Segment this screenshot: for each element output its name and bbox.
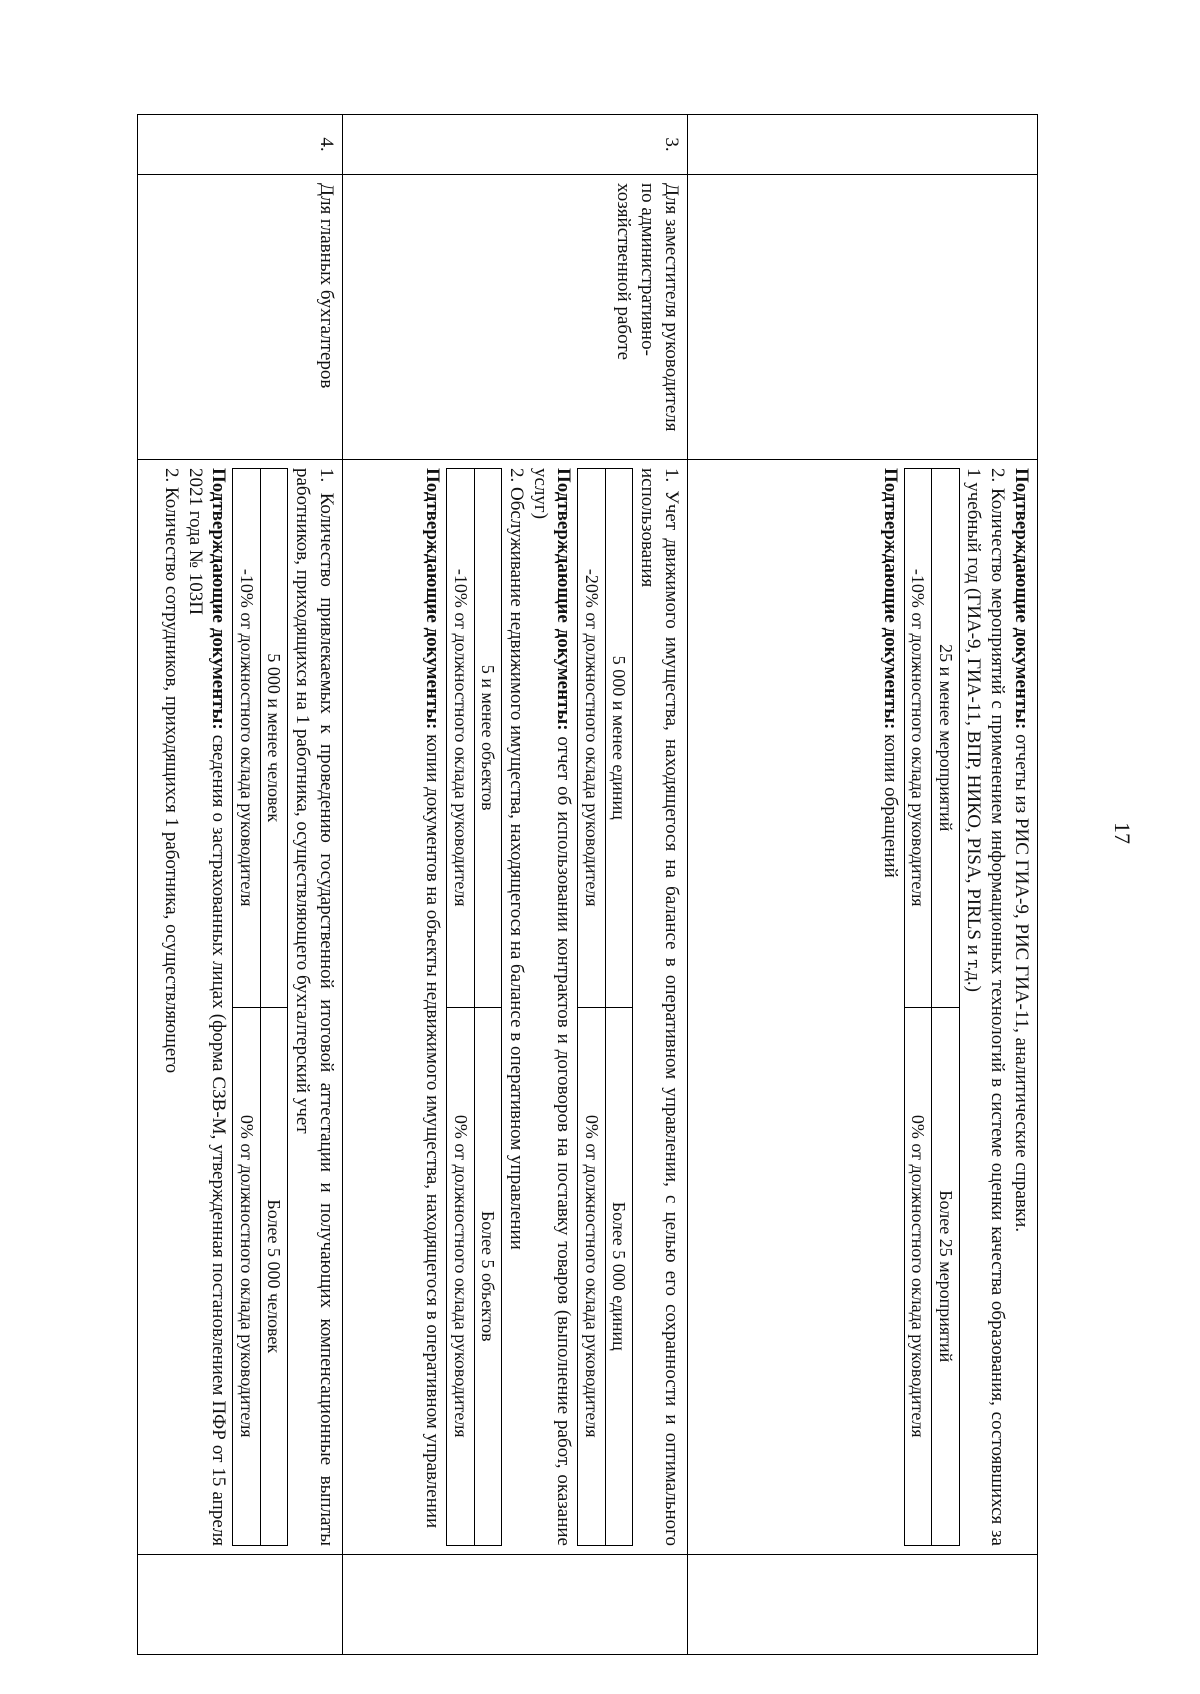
confirming-documents <box>528 468 576 1546</box>
row-number <box>688 115 1038 175</box>
confirming-documents <box>183 468 231 1546</box>
row-number: 3. <box>343 115 688 175</box>
threshold-low: 5 000 и менее единиц <box>606 469 634 1008</box>
threshold-low: 5 и менее объектов <box>474 469 502 1008</box>
row-extra-cell <box>138 1555 343 1655</box>
threshold-table <box>446 468 502 1546</box>
row-category: Для заместителя руководителя по административно-хозяйственной работе <box>343 175 688 460</box>
confirming-documents-text: отчет об использовании контрактов и договоров на поставку товаров (выполнение работ, оказание услуг) <box>529 468 575 1546</box>
confirming-documents-label: Подтверждающие документы: <box>208 468 230 730</box>
confirming-documents-text: копии документов на объекты недвижимого имущества, находящегося в оперативном управлении <box>422 729 444 1529</box>
threshold-high: Более 5 объектов <box>474 1007 502 1546</box>
reduction-low: -10% от должностного оклада руководителя <box>447 469 475 1008</box>
table-row <box>343 115 688 1655</box>
criteria-cell <box>688 460 1038 1555</box>
threshold-table <box>233 468 289 1546</box>
criterion-text: 2. Количество мероприятий с применением информационных технологий в системе оценки качества образования, состоявшихся за 1 учебный год (ГИА-9, ГИА-11, ВПР, НИКО, PISA, PIRLS и т.д.) <box>963 468 1009 1546</box>
criterion-text: 1. Учет движимого имущества, находящегося на балансе в оперативном управлении, с целью его сохранности и оптимального использования <box>637 468 682 1546</box>
reduction-high: 0% от должностного оклада руководителя <box>904 1007 932 1546</box>
confirming-documents <box>421 468 445 1546</box>
criteria-table <box>137 114 1038 1655</box>
table-row <box>138 115 343 1655</box>
threshold-low: 5 000 и менее человек <box>261 469 289 1008</box>
reduction-high: 0% от должностного оклада руководителя <box>233 1007 261 1546</box>
reduction-low: -10% от должностного оклада руководителя <box>233 469 261 1008</box>
criteria-cell <box>343 460 688 1555</box>
criterion-text: 2. Обслуживание недвижимого имущества, находящегося на балансе в оперативном управлении <box>506 468 527 1250</box>
threshold-high: Более 25 мероприятий <box>932 1007 960 1546</box>
threshold-high: Более 5 000 единиц <box>606 1007 634 1546</box>
criterion-text: 2. Количество сотрудников, приходящихся 1 работника, осуществляющего <box>161 468 182 1074</box>
threshold-table <box>904 468 960 1546</box>
confirming-documents-text: сведения о застрахованных лицах (форма СЗВ-М, утвержденная постановлением ПФР от 15 апреля 2021 года № 103П <box>184 468 230 1546</box>
confirming-documents-label: Подтверждающие документы: <box>422 468 444 730</box>
criteria-cell <box>138 460 343 1555</box>
threshold-table <box>578 468 634 1546</box>
confirming-documents-label: Подтверждающие документы: <box>1011 468 1032 730</box>
row-extra-cell <box>343 1555 688 1655</box>
reduction-low: -10% от должностного оклада руководителя <box>904 469 932 1008</box>
confirming-documents-text: отчеты из РИС ГИА-9, РИС ГИА-11, аналитические справки. <box>1011 729 1032 1233</box>
confirming-documents <box>1009 468 1033 1546</box>
reduction-high: 0% от должностного оклада руководителя <box>578 1007 606 1546</box>
rotated-document <box>138 114 1038 1654</box>
reduction-low: -20% от должностного оклада руководителя <box>578 469 606 1008</box>
row-extra-cell <box>688 1555 1038 1655</box>
confirming-documents-text: копии обращений <box>879 729 901 878</box>
reduction-high: 0% от должностного оклада руководителя <box>447 1007 475 1546</box>
confirming-documents-label: Подтверждающие документы: <box>553 468 575 731</box>
threshold-high: Более 5 000 человек <box>261 1007 289 1546</box>
row-category: Для главных бухгалтеров <box>138 175 343 460</box>
row-number: 4. <box>138 115 343 175</box>
row-category <box>688 175 1038 460</box>
table-row <box>688 115 1038 1655</box>
confirming-documents-label: Подтверждающие документы: <box>879 468 901 730</box>
confirming-documents <box>878 468 902 1546</box>
criterion-text: 1. Количество привлекаемых к проведению государственной итоговой аттестации и получающих компенсационные выплаты работников, приходящихся на 1 работника, осуществляющего бухгалтерский учет <box>292 468 337 1546</box>
page-number: 17 <box>1110 822 1135 844</box>
threshold-low: 25 и менее мероприятий <box>932 469 960 1008</box>
